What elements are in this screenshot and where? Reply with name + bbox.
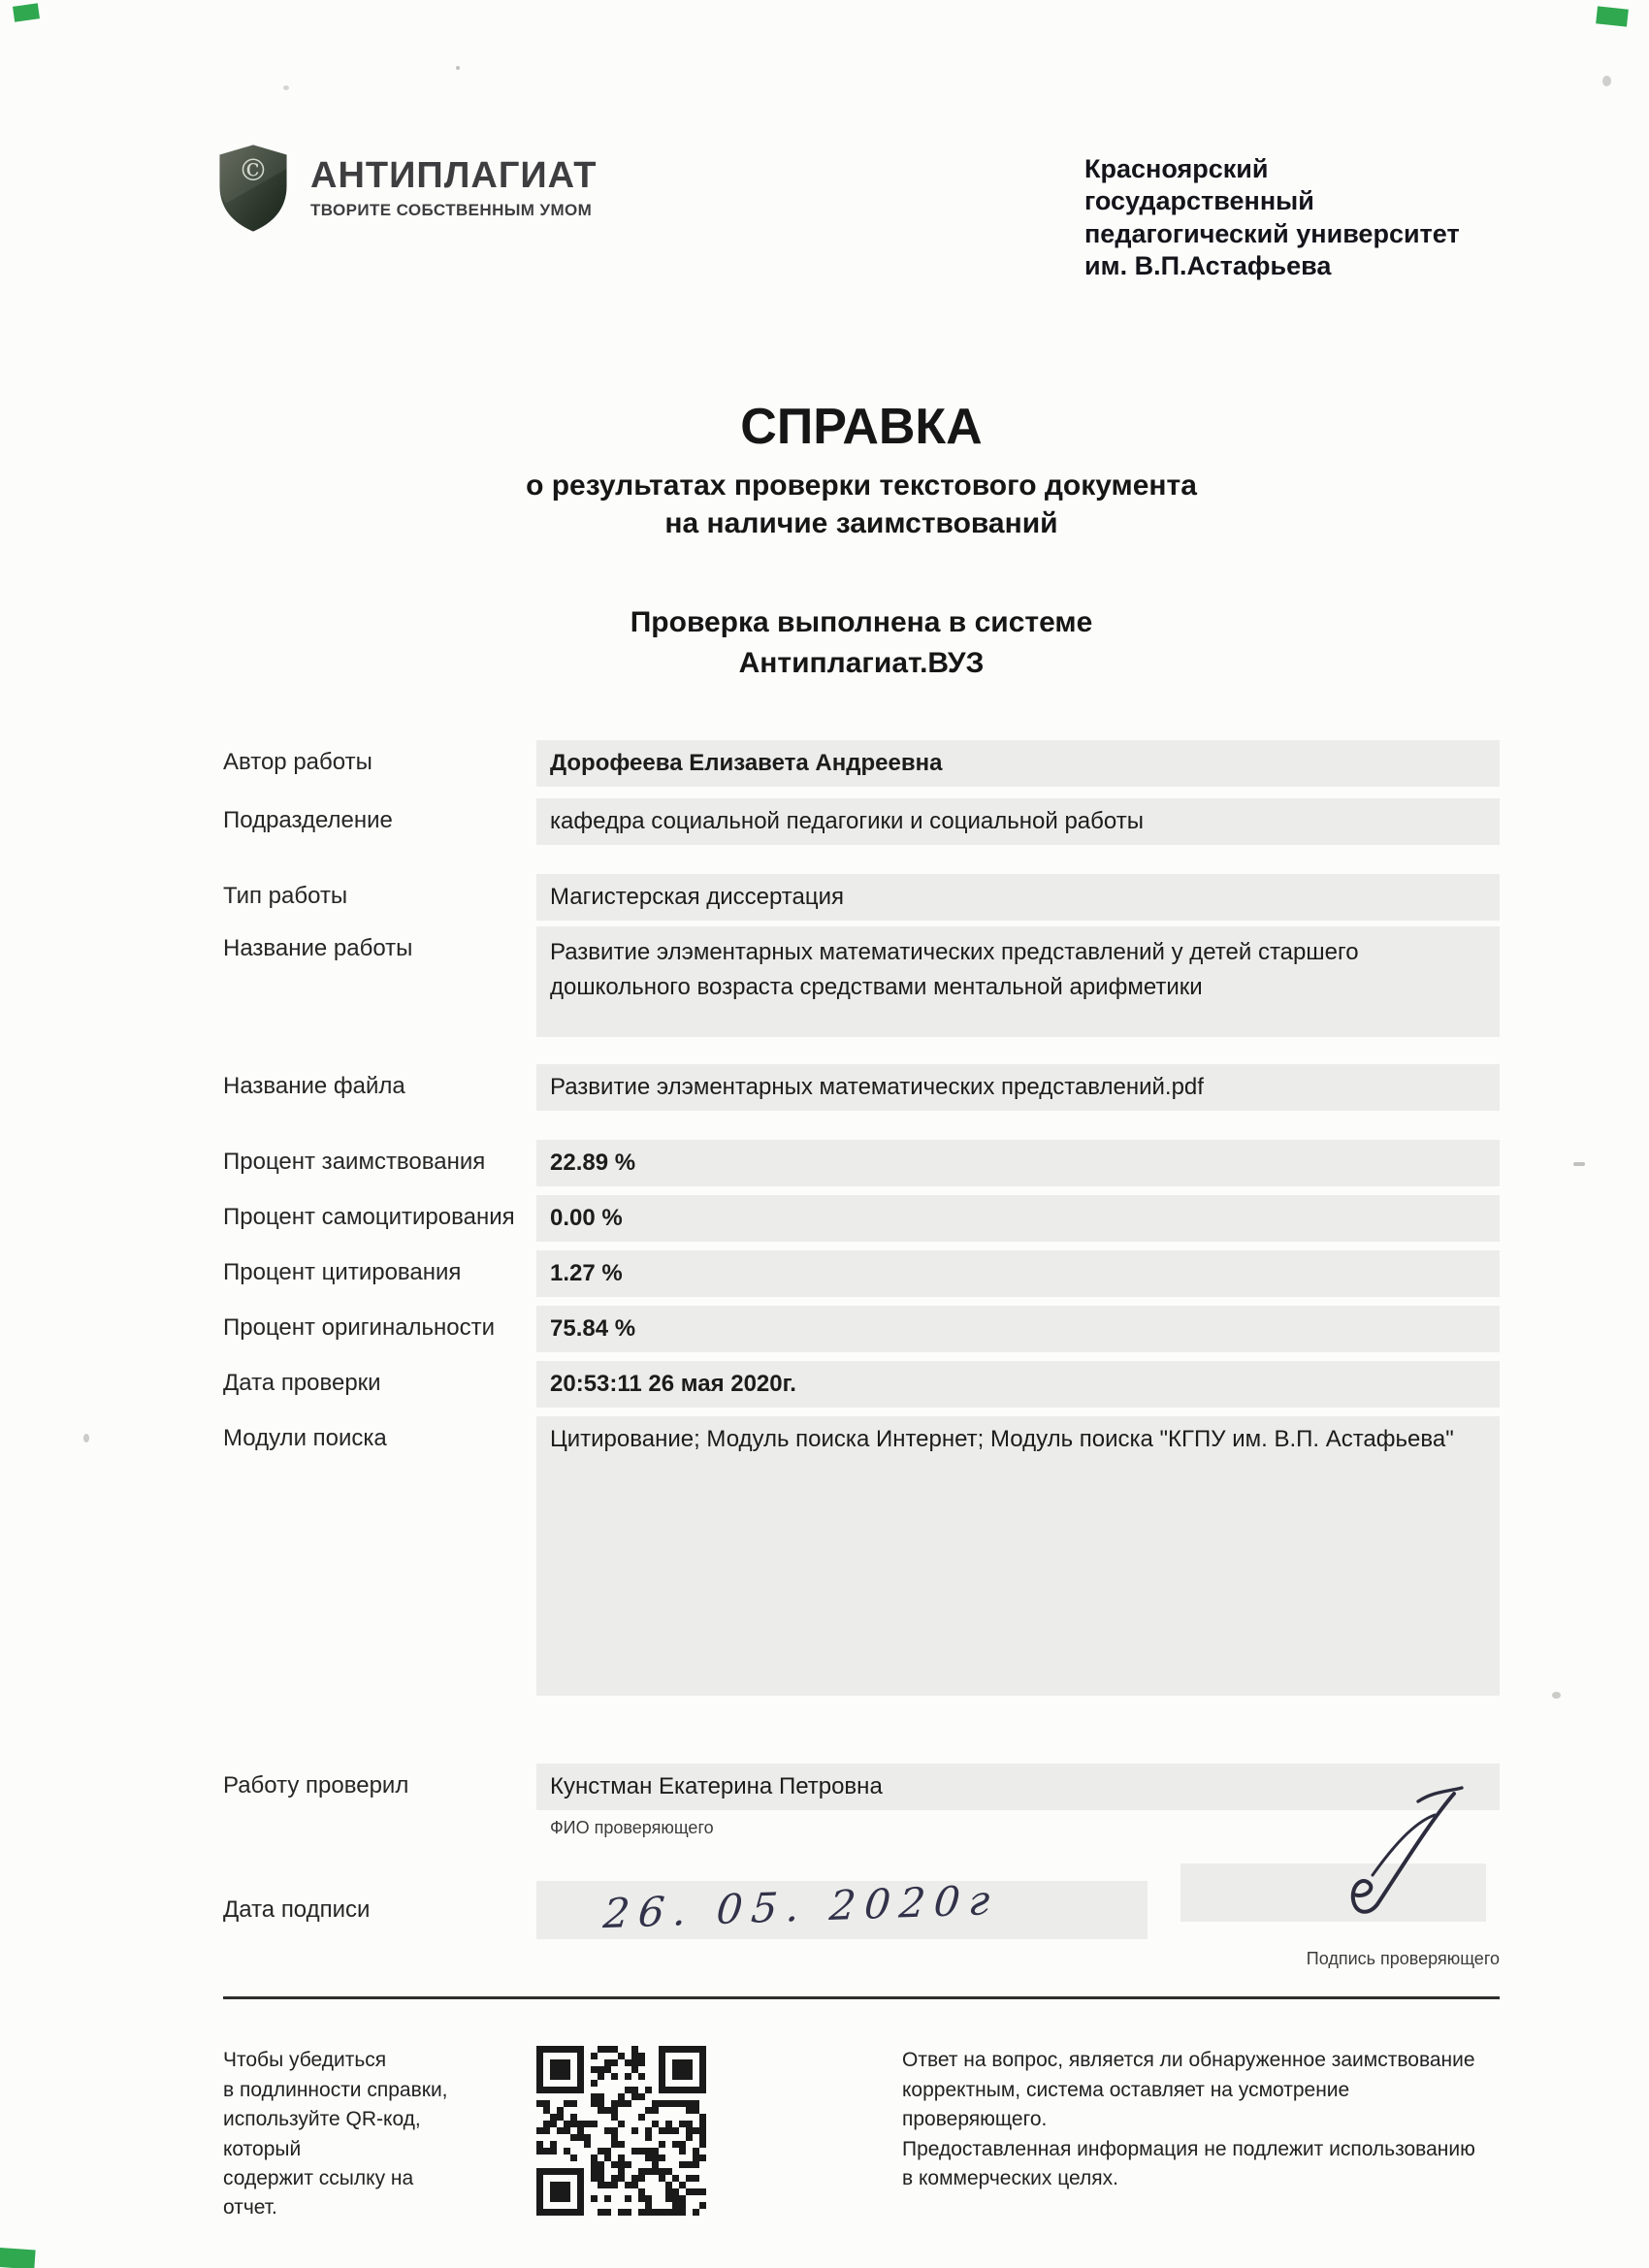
field-row-self-citation-percent: [223, 1195, 1500, 1242]
field-value: Дорофеева Елизавета Андреевна: [536, 740, 1500, 787]
footer: [223, 2046, 1500, 2223]
field-value: Развитие элэментарных математических представлений.pdf: [536, 1064, 1500, 1111]
university-line: Красноярский: [1084, 154, 1269, 183]
reviewer-name: Кунстман Екатерина Петровна: [536, 1764, 1500, 1810]
signature-field: [1180, 1863, 1486, 1922]
scan-speck: [1602, 76, 1611, 86]
field-value: 0.00 %: [536, 1195, 1500, 1242]
footer-divider: [223, 1996, 1500, 1999]
footer-left-line: содержит ссылку на отчет.: [223, 2166, 414, 2219]
university-line: государственный: [1084, 186, 1314, 216]
footer-right-line: Ответ на вопрос, является ли обнаруженное заимствование: [902, 2049, 1475, 2072]
field-label: Процент заимствования: [223, 1149, 486, 1176]
footer-right-line: корректным, система оставляет на усмотрение проверяющего.: [902, 2078, 1350, 2131]
scan-speck: [1573, 1162, 1585, 1166]
subtitle-line: на наличие заимствований: [664, 507, 1058, 540]
system-name: Антиплагиат.ВУЗ: [738, 647, 985, 680]
field-value: Цитирование; Модуль поиска Интернет; Модуль поиска "КГПУ им. В.П. Астафьева": [536, 1416, 1500, 1696]
field-label: Модули поиска: [223, 1425, 387, 1452]
university-line: им. В.П.Астафьева: [1084, 251, 1332, 281]
document-title: СПРАВКА: [740, 399, 983, 455]
field-label: Подразделение: [223, 807, 393, 834]
field-row-department: [223, 798, 1500, 845]
subtitle-line: о результатах проверки текстового документа: [526, 470, 1197, 502]
scan-artifact: [13, 3, 40, 21]
university-line: педагогический университет: [1084, 218, 1460, 248]
field-label: Автор работы: [223, 749, 372, 776]
field-label: Дата проверки: [223, 1370, 381, 1397]
footer-left-line: в подлинности справки,: [223, 2078, 448, 2101]
field-row-file-name: [223, 1064, 1500, 1111]
scan-speck: [83, 1434, 89, 1442]
scan-artifact: [0, 2247, 36, 2268]
brand-name: АНТИПЛАГИАТ: [310, 154, 598, 196]
field-value: Развитие элэментарных математических представлений у детей старшего дошкольного возраста средствами ментальной арифметики: [536, 926, 1500, 1037]
svg-text:©: ©: [238, 153, 269, 189]
shield-logo-icon: [215, 142, 291, 235]
field-row-citation-percent: [223, 1250, 1500, 1297]
field-row-originality-percent: [223, 1306, 1500, 1352]
field-value: 1.27 %: [536, 1250, 1500, 1297]
system-statement: [223, 602, 1500, 684]
qr-instruction-text: [223, 2046, 464, 2223]
qr-code: [536, 2046, 706, 2216]
brand-tagline: ТВОРИТЕ СОБСТВЕННЫМ УМОМ: [310, 200, 593, 219]
field-value: 20:53:11 26 мая 2020г.: [536, 1361, 1500, 1408]
disclaimer-text: [902, 2046, 1496, 2193]
field-value: кафедра социальной педагогики и социальной работы: [536, 798, 1500, 845]
footer-right-line: в коммерческих целях.: [902, 2166, 1118, 2189]
field-row-author: [223, 740, 1500, 787]
footer-left-line: Чтобы убедиться: [223, 2049, 387, 2072]
field-label: Процент оригинальности: [223, 1314, 496, 1342]
scan-speck: [1552, 1692, 1561, 1699]
field-label: Процент самоцитирования: [223, 1204, 515, 1231]
university-name: [1084, 153, 1460, 283]
field-label: Тип работы: [223, 883, 348, 910]
field-label: Название файла: [223, 1073, 405, 1100]
field-value: 75.84 %: [536, 1306, 1500, 1352]
field-row-work-type: [223, 874, 1500, 921]
field-row-check-date: [223, 1361, 1500, 1408]
field-label: Название работы: [223, 935, 413, 962]
logo-text: [310, 154, 598, 220]
field-label: Дата подписи: [223, 1896, 371, 1924]
signature-section: [223, 1876, 1500, 1939]
field-label: Работу проверил: [223, 1772, 409, 1799]
handwritten-signature: [1180, 1780, 1486, 1926]
footer-left-line: используйте QR-код, который: [223, 2108, 421, 2160]
document-subtitle: [223, 467, 1500, 542]
footer-right-line: Предоставленная информация не подлежит использованию: [902, 2137, 1475, 2160]
field-value: 22.89 %: [536, 1140, 1500, 1186]
field-value: Магистерская диссертация: [536, 874, 1500, 921]
scan-speck: [456, 66, 460, 70]
field-label: Процент цитирования: [223, 1259, 462, 1286]
antiplagiat-logo: [215, 142, 597, 235]
field-row-work-title: [223, 926, 1500, 1037]
system-line: Проверка выполнена в системе: [630, 606, 1093, 639]
signature-caption: Подпись проверяющего: [1306, 1949, 1500, 1969]
fields-table: [223, 740, 1500, 1696]
scan-speck: [283, 85, 289, 90]
certificate-body: [223, 400, 1500, 2223]
field-row-search-modules: [223, 1416, 1500, 1696]
reviewer-caption: ФИО проверяющего: [550, 1818, 714, 1838]
signature-date-field: [536, 1876, 1148, 1939]
handwritten-date: 26. 05. 2020г: [601, 1876, 1001, 1938]
field-row-borrowing-percent: [223, 1140, 1500, 1186]
scan-artifact: [1596, 6, 1629, 26]
